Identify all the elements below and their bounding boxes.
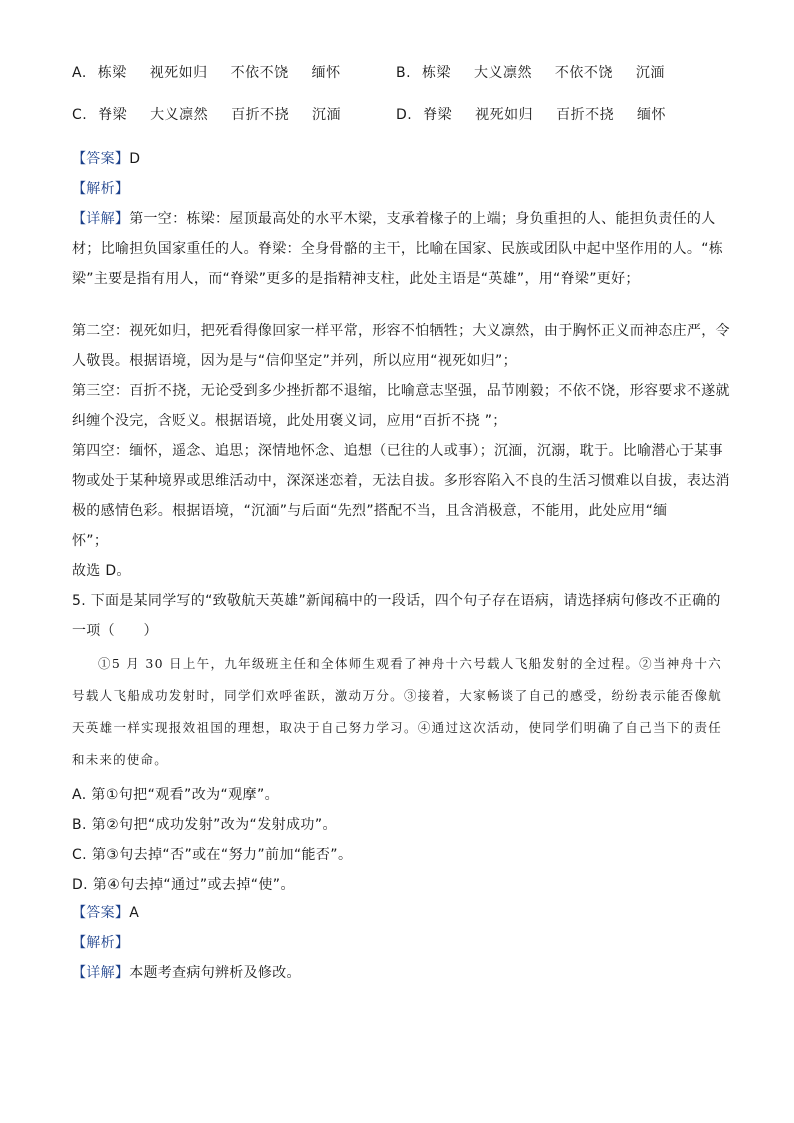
conclusion-text: 故选 D。 [72,563,131,579]
detail-text: 第一空：栋梁：屋顶最高处的水平木梁，支承着椽子的上端；身负重担的人、能担负责任的人 [129,211,716,227]
choice-b: B. 第②句把“成功发射”改为“发射成功”。 [72,817,337,833]
choice-d: D. 第④句去掉“通过”或去掉“使”。 [72,877,295,893]
answer-tag: 【答案】 [72,151,130,167]
detail-line [72,348,722,374]
detail-tag: 【详解】 [72,965,130,981]
analysis-line [72,176,722,202]
analysis-tag: 【解析】 [72,935,130,951]
detail-text: 梁”主要是指有用人，而“脊梁”更多的是指精神支柱，此处主语是“英雄”，用“脊梁”更好； [72,271,640,287]
option-word: 脊梁 [98,107,128,123]
answer-line [72,900,722,926]
answer-tag: 【答案】 [72,905,130,921]
detail-line [72,266,722,292]
analysis-tag: 【解析】 [72,181,130,197]
detail-line [72,318,730,344]
detail-line [72,236,722,262]
option-word: 视死如归 [149,65,208,81]
option-word: 不依不饶 [554,65,613,81]
detail-text: 第三空：百折不挠，无论受到多少挫折都不退缩，比喻意志坚强，品节刚毅；不依不饶，形容要求不遂就 [72,383,730,399]
analysis-line [72,930,722,956]
detail-text: 本题考查病句辨析及修改。 [129,965,301,981]
option-word: 视死如归 [475,107,534,123]
detail-text: 怀”； [72,533,109,549]
detail-line [72,960,722,986]
option-word: 栋梁 [97,65,127,81]
option-word: 百折不挠 [231,107,290,123]
detail-line [72,498,722,524]
option-word: 缅怀 [637,107,667,123]
detail-text: 人敬畏。根据语境，因为是与“信仰坚定”并列，所以应用“视死如归”； [72,353,517,369]
detail-line [72,206,722,232]
option-b [396,62,683,82]
document-page [72,62,730,990]
detail-text: 第四空：缅怀，遥念、追思；深情地怀念、追想（已往的人或事）；沉湎，沉溺，耽于。比喻潜心于某事 [72,443,723,459]
detail-line [72,528,722,554]
question-stem-line [72,618,722,644]
question-stem-line [72,588,722,614]
quoted-passage: ①5 月 30 日上午，九年级班主任和全体师生观看了神舟十六号载人飞船发射的全过程。②当神舟十六号载人飞船成功发射时，同学们欢呼雀跃，激动万分。③接着，大家畅谈了自己的感受，纷纷表示能否像航天英雄一样实现报效祖国的理想，取决于自己努力学习。④通过这次活动，使同学们明确了自己当下的责任和未来的使命。 [72,656,722,767]
choice-c: C. 第③句去掉“否”或在“努力”前加“能否”。 [72,847,353,863]
option-word: 沉湎 [312,107,342,123]
options-row-1 [72,62,722,90]
answer-value: A [129,905,140,921]
conclusion-line [72,558,722,584]
detail-text: 材；比喻担负国家重任的人。脊梁：全身骨骼的主干，比喻在国家、民族或团队中起中坚作用的人。“栋 [72,241,724,257]
detail-line [72,468,730,494]
detail-text: 物或处于某种境界或思维活动中，深深迷恋着，无法自拔。多形容陷入不良的生活习惯难以自拔，表达消 [72,473,730,489]
detail-line [72,438,722,464]
option-word: 不依不饶 [230,65,289,81]
option-word: 百折不挠 [556,107,615,123]
detail-line [72,378,730,404]
question-stem: 一项（ ） [72,623,158,639]
option-letter: B. [396,65,412,81]
answer-line [72,146,722,172]
option-word: 沉湎 [635,65,665,81]
detail-text: 纠缠个没完，含贬义。根据语境，此处用褒义词，应用“百折不挠 ”； [72,413,507,429]
detail-text: 极的感情色彩。根据语境，“沉湎”与后面“先烈”搭配不当，且含消极意，不能用，此处应用“缅 [72,503,668,519]
option-word: 栋梁 [422,65,452,81]
option-letter: C. [72,107,88,123]
option-word: 脊梁 [423,107,453,123]
option-d [396,104,684,124]
option-c [72,104,359,124]
option-a [72,62,359,82]
option-word: 大义凛然 [473,65,532,81]
detail-text: 第二空：视死如归，把死看得像回家一样平常，形容不怕牺牲；大义凛然，由于胸怀正义而神态庄严，令 [72,323,730,339]
option-word: 大义凛然 [150,107,209,123]
options-row-2 [72,104,722,132]
spacer [72,296,722,318]
answer-value: D [129,151,141,167]
question-stem: 5. 下面是某同学写的“致敬航天英雄”新闻稿中的一段话，四个句子存在语病，请选择病句修改不正确的 [72,593,721,609]
option-word: 缅怀 [311,65,341,81]
option-letter: D. [396,107,413,123]
detail-line [72,408,722,434]
choice-a: A. 第①句把“观看”改为“观摩”。 [72,787,279,803]
option-letter: A. [72,65,87,81]
detail-tag: 【详解】 [72,211,130,227]
